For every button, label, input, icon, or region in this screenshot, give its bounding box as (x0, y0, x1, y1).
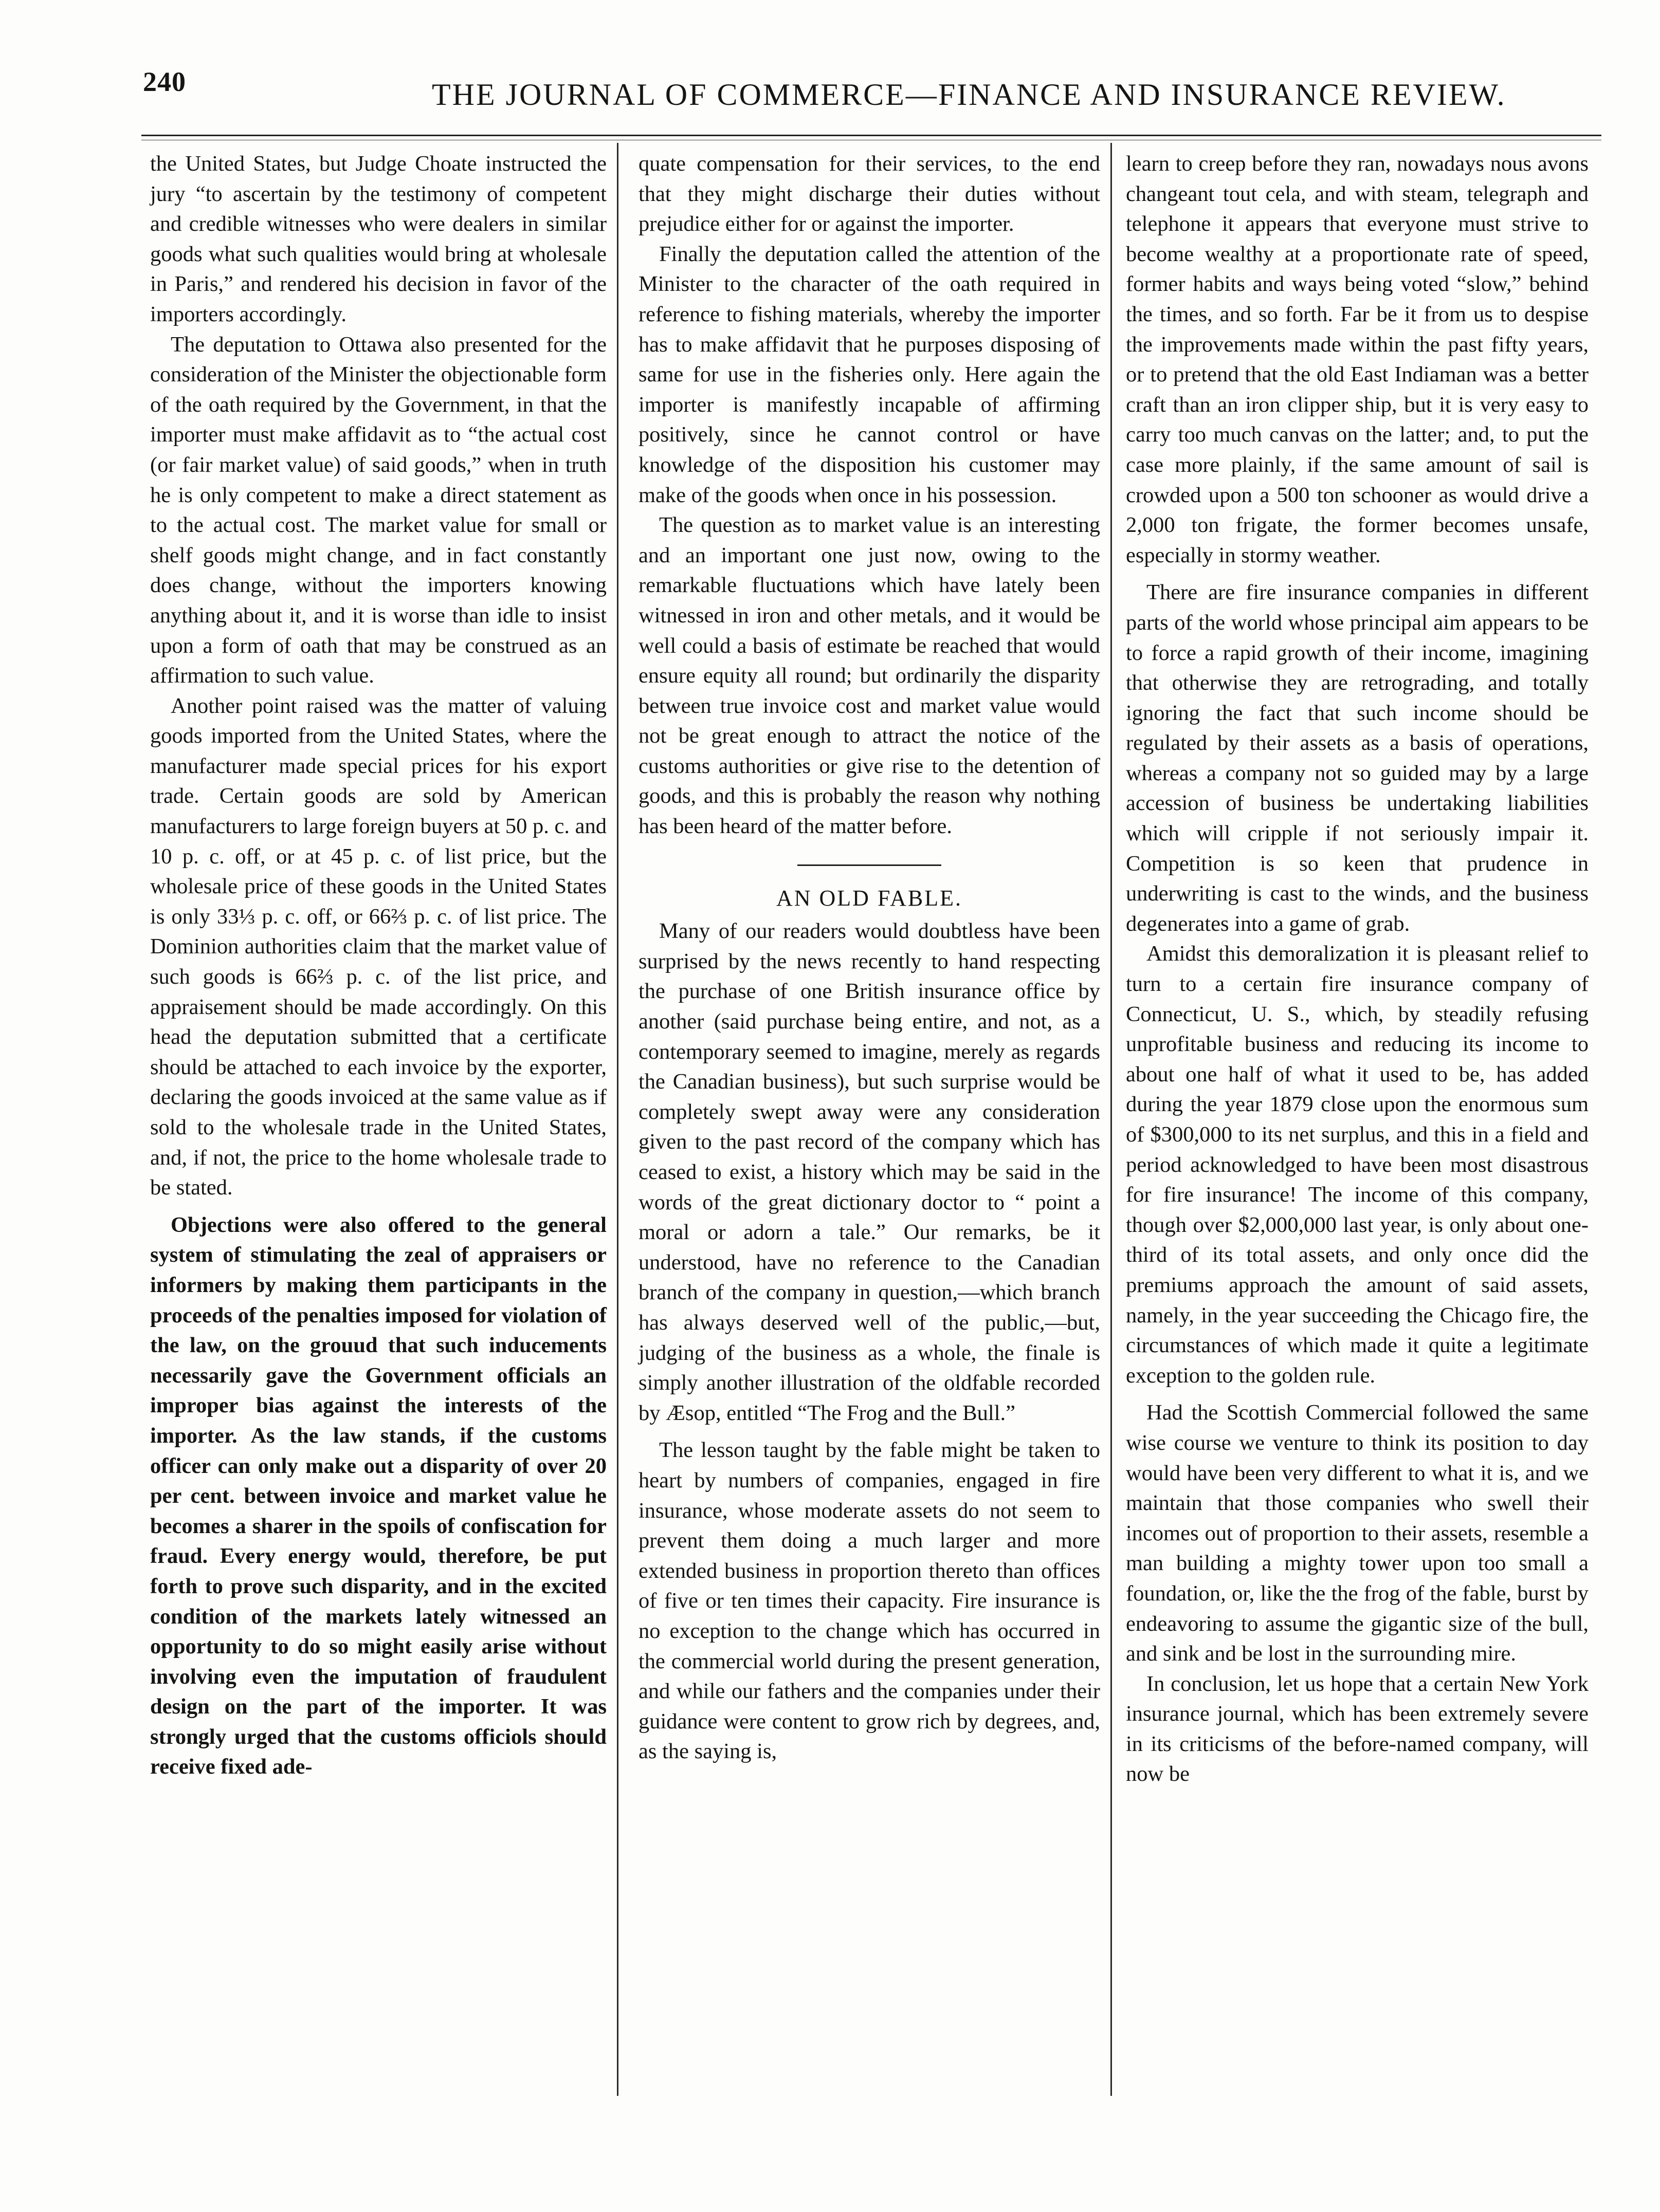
article-paragraph: The question as to market value is an interesting and an important one just now, owing to the remarkable fluctuations which have lately been witnessed in iron and other metals, and it would be well could a basis of estimate be reached that would ensure equity all round; but ordinarily the disparity between true invoice cost and market value would not be great enough to attract the notice of the customs authorities or give rise to the detention of goods, and this is probably the reason why nothing has been heard of the matter before. (639, 513, 1100, 839)
column-right (1126, 149, 1589, 1790)
article-paragraph: quate compensation for their services, to the end that they might discharge their duties without prejudice either for or against the importer. (639, 152, 1100, 236)
article-paragraph: Finally the deputation called the attention of the Minister to the character of the oath required in reference to fishing materials, whereby the importer has to make affidavit that he purposes disposing of same for use in the fisheries only. Here again the importer is manifestly incapable of affirming positively, since he cannot control or have knowledge of the disposition his customer may make of the goods when once in his possession. (639, 242, 1100, 507)
article-paragraph: The deputation to Ottawa also presented for the consideration of the Minister the objectionable form of the oath required by the Government, in that the importer must make affidavit as to “the actual cost (or fair market value) of said goods,” when in truth he is only competent to make a direct statement as to the actual cost. The market value for small or shelf goods might change, and in fact constantly does change, without the importers knowing anything about it, and it is worse than idle to insist upon a form of oath that may be construed as an affirmation to such value. (150, 332, 607, 688)
column-divider-right (1110, 143, 1112, 2096)
section-title: AN OLD FABLE. (776, 885, 963, 911)
article-paragraph: the United States, but Judge Choate instructed the jury “to ascertain by the testimony of competent and credible witnesses who were dealers in similar goods what such qualities would bring at wholesale in Paris,” and rendered his decision in favor of the importers accordingly. (150, 152, 607, 326)
section-divider (797, 864, 941, 866)
article-paragraph: There are fire insurance companies in different parts of the world whose principal aim appears to be to force a rapid growth of their income, imagining that otherwise they are retrograding, and totally ignoring the fact that such income should be regulated by their assets as a basis of operations, whereas a company not so guided may by a large accession of business be undertaking liabilities which will cripple if not seriously impair it. Competition is so keen that prudence in underwriting is cast to the winds, and the business degenerates into a game of grab. (1126, 580, 1589, 936)
article-paragraph: Had the Scottish Commercial followed the same wise course we venture to think its position to day would have been very different to what it is, and we maintain that those companies who swell their incomes out of proportion to their assets, resemble a man building a mighty tower upon too small a foundation, or, like the the frog of the fable, burst by endeavoring to assume the gigantic size of the bull, and sink and be lost in the surrounding mire. (1126, 1400, 1589, 1666)
article-paragraph: In conclusion, let us hope that a certain New York insurance journal, which has been extremely severe in its criticisms of the before-named company, will now be (1126, 1671, 1589, 1786)
column-left (150, 149, 607, 1782)
page-number: 240 (143, 66, 186, 97)
header-rule (141, 135, 1601, 136)
article-paragraph: Objections were also offered to the general system of stimulating the zeal of appraisers or informers by making them participants in the proceeds of the penalties imposed for violation of the law, on the grouud that such inducements necessarily gave the Government officials an improper bias against the interests of the importer. As the law stands, if the customs officer can only make out a disparity of over 20 per cent. between invoice and market value he becomes a sharer in the spoils of confiscation for fraud. Every energy would, therefore, be put forth to prove such disparity, and in the excited condition of the markets lately witnessed an opportunity to do so might easily arise without involving even the imputation of fraudulent design on the part of the importer. It was strongly urged that the customs officiols should receive fixed ade- (150, 1212, 607, 1779)
column-middle (639, 149, 1100, 1767)
article-paragraph: Another point raised was the matter of valuing goods imported from the United States, where the manufacturer made special prices for his export trade. Certain goods are sold by American manufacturers to large foreign buyers at 50 p. c. and 10 p. c. off, or at 45 p. c. of list price, but the wholesale price of these goods in the United States is only 33⅓ p. c. off, or 66⅔ p. c. of list price. The Dominion authorities claim that the market value of such goods is 66⅔ p. c. of the list price, and appraisement should be made accordingly. On this head the deputation submitted that a certificate should be attached to each invoice by the exporter, declaring the goods invoiced at the same value as if sold to the wholesale trade in the United States, and, if not, the price to the home wholesale trade to be stated. (150, 693, 607, 1200)
column-divider-left (617, 143, 618, 2096)
journal-title: THE JOURNAL OF COMMERCE—FINANCE AND INSURANCE REVIEW. (432, 78, 1506, 112)
article-paragraph: The lesson taught by the fable might be taken to heart by numbers of companies, engaged in fire insurance, whose moderate assets do not seem to prevent them doing a much larger and more extended business in proportion thereto than offices of five or ten times their capacity. Fire insurance is no exception to the change which has occurred in the commercial world during the present generation, and while our fathers and the companies under their guidance were content to grow rich by degrees, and, as the saying is, (639, 1438, 1100, 1764)
article-paragraph: Amidst this demoralization it is pleasant relief to turn to a certain fire insurance company of Connecticut, U. S., which, by steadily refusing unprofitable business and reducing its income to about one half of what it used to be, has added during the year 1879 close upon the enormous sum of $300,000 to its net surplus, and this in a field and period acknowledged to have been most disastrous for fire insurance! The income of this company, though over $2,000,000 last year, is only about one-third of its total assets, and only once did the premiums approach the amount of said assets, namely, in the year succeeding the Chicago fire, the circumstances of which made it quite a legitimate exception to the golden rule. (1126, 942, 1589, 1388)
article-paragraph: Many of our readers would doubtless have been surprised by the news recently to hand respecting the purchase of one British insurance office by another (said purchase being entire, and not, as a contemporary seemed to imagine, merely as regards the Canadian business), but such surprise would be completely swept away were any consideration given to the past record of the company which has ceased to exist, a history which may be said in the words of the great dictionary doctor to “ point a moral or adorn a tale.” Our remarks, be it understood, have no reference to the Canadian branch of the company in question,—which branch has always deserved well of the public,—but, judging of the business as a whole, the finale is simply another illustration of the oldfable recorded by Æsop, entitled “The Frog and the Bull.” (639, 919, 1100, 1425)
article-paragraph: learn to creep before they ran, nowadays nous avons changeant tout cela, and with steam, telegraph and telephone it appears that everyone must strive to become wealthy at a proportionate rate of speed, former habits and ways being voted “slow,” behind the times, and so forth. Far be it from us to despise the improvements made within the past fifty years, or to pretend that the old East Indiaman was a better craft than an iron clipper ship, but it is very easy to carry too much canvas on the latter; and, to put the case more plainly, if the same amount of sail is crowded upon a 500 ton schooner as would drive a 2,000 ton frigate, the former becomes unsafe, especially in stormy weather. (1126, 152, 1589, 567)
